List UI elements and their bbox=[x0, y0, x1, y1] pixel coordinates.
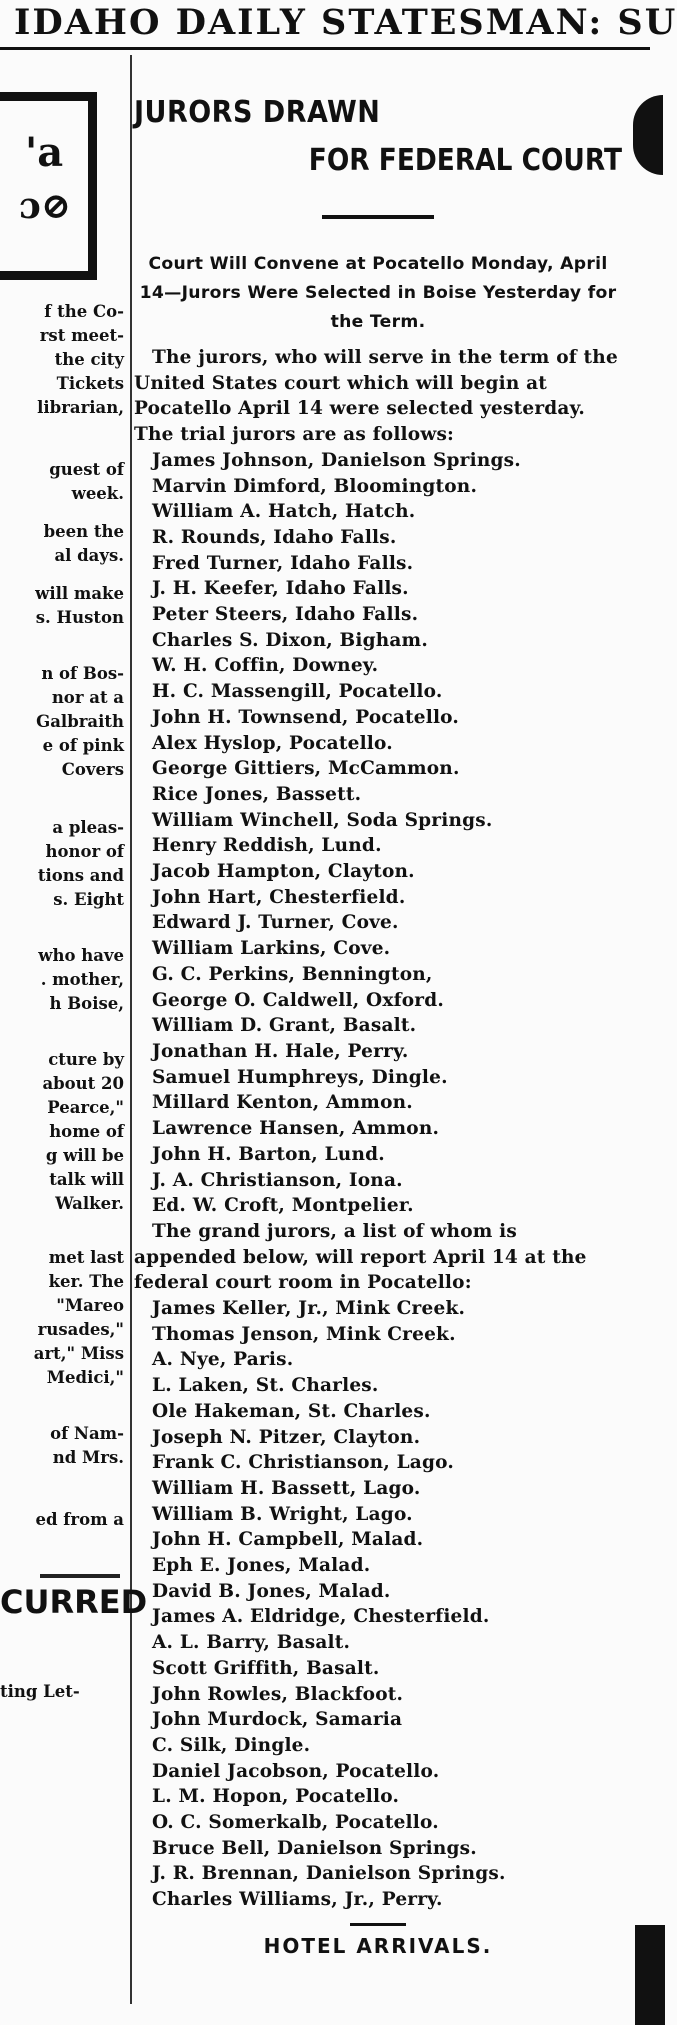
left-column-line: art," Miss bbox=[33, 1344, 124, 1363]
trial-juror-entry: Henry Reddish, Lund. bbox=[152, 835, 382, 857]
grand-juror-entry: A. L. Barry, Basalt. bbox=[152, 1632, 351, 1654]
ad-ornament: ɔ⊘ bbox=[19, 185, 72, 227]
left-column-line: rusades," bbox=[37, 1320, 124, 1339]
left-column-line: e of pink bbox=[42, 736, 124, 755]
grand-juror-entry: Ole Hakeman, St. Charles. bbox=[152, 1400, 431, 1422]
grand-juror-entry: John Rowles, Blackfoot. bbox=[152, 1683, 404, 1705]
trial-juror-entry: John H. Townsend, Pocatello. bbox=[152, 706, 460, 728]
left-column-line: talk will bbox=[49, 1170, 124, 1189]
left-column-line: librarian, bbox=[37, 398, 124, 417]
grand-juror-entry: Thomas Jenson, Mink Creek. bbox=[152, 1323, 456, 1345]
left-column-line: honor of bbox=[45, 842, 124, 861]
hotel-arrivals-heading: HOTEL ARRIVALS. bbox=[263, 1933, 493, 1958]
trial-juror-entry: William A. Hatch, Hatch. bbox=[152, 501, 416, 523]
grand-juror-entry: James Keller, Jr., Mink Creek. bbox=[152, 1298, 466, 1320]
left-column-line: a pleas- bbox=[52, 818, 124, 837]
intro-paragraph: The jurors, who will serve in the term of the United States court which will begin at Pocatello April 14 were selected yesterday. The trial jurors are as follows: bbox=[134, 347, 618, 446]
left-column-line: will make bbox=[35, 584, 124, 603]
trial-juror-entry: R. Rounds, Idaho Falls. bbox=[152, 526, 397, 548]
headline-line-2: FOR FEDERAL COURT bbox=[308, 143, 622, 178]
left-column-line: Galbraith bbox=[36, 712, 124, 731]
boxed-advertisement bbox=[0, 92, 97, 280]
grand-juror-entry: Joseph N. Pitzer, Clayton. bbox=[152, 1426, 421, 1448]
grand-juror-entry: J. R. Brennan, Danielson Springs. bbox=[152, 1863, 506, 1885]
left-column-line: h Boise, bbox=[49, 994, 124, 1013]
trial-juror-entry: William Larkins, Cove. bbox=[152, 938, 391, 960]
left-column-line: Walker. bbox=[55, 1194, 124, 1213]
article-deck: Court Will Convene at Pocatello Monday, April 14—Jurors Were Selected in Boise Yesterday for the Term. bbox=[139, 254, 617, 332]
trial-juror-entry: Jonathan H. Hale, Perry. bbox=[152, 1040, 409, 1062]
right-edge-fragment bbox=[625, 95, 650, 2004]
left-column-line: nor at a bbox=[51, 688, 124, 707]
grand-juror-entry: C. Silk, Dingle. bbox=[152, 1734, 311, 1756]
grand-juror-entry: Frank C. Christianson, Lago. bbox=[152, 1452, 454, 1474]
trial-juror-entry: George Gittiers, McCammon. bbox=[152, 758, 460, 780]
trial-juror-entry: William Winchell, Soda Springs. bbox=[152, 809, 493, 831]
grand-juror-entry: A. Nye, Paris. bbox=[152, 1349, 294, 1371]
column-divider bbox=[130, 55, 132, 2004]
left-column-line: who have bbox=[38, 946, 124, 965]
left-column-line: guest of bbox=[49, 460, 124, 479]
trial-juror-entry: Ed. W. Croft, Montpelier. bbox=[152, 1195, 414, 1217]
left-column-fragment bbox=[0, 300, 148, 2004]
left-column-line: week. bbox=[71, 484, 124, 503]
left-column-line: the city bbox=[54, 350, 124, 369]
trial-juror-entry: John Hart, Chesterfield. bbox=[152, 886, 406, 908]
left-column-line: been the bbox=[43, 522, 124, 541]
grand-jurors-list bbox=[134, 1296, 622, 1913]
left-column-line: al days. bbox=[54, 546, 124, 565]
trial-juror-entry: Peter Steers, Idaho Falls. bbox=[152, 604, 419, 626]
trial-juror-entry: J. H. Keefer, Idaho Falls. bbox=[152, 578, 409, 600]
trial-juror-entry: John H. Barton, Lund. bbox=[152, 1143, 385, 1165]
left-column-line: Pearce," bbox=[47, 1098, 124, 1117]
left-column-line: s. Huston bbox=[35, 608, 124, 627]
grand-juror-entry: Scott Griffith, Basalt. bbox=[152, 1657, 380, 1679]
trial-juror-entry: Samuel Humphreys, Dingle. bbox=[152, 1066, 448, 1088]
left-column-line: about 20 bbox=[42, 1074, 124, 1093]
left-column-line: s. Eight bbox=[53, 890, 124, 909]
grand-juror-entry: William B. Wright, Lago. bbox=[152, 1503, 413, 1525]
trial-juror-entry: Marvin Dimford, Bloomington. bbox=[152, 475, 478, 497]
trial-juror-entry: Lawrence Hansen, Ammon. bbox=[152, 1118, 440, 1140]
grand-juror-entry: L. Laken, St. Charles. bbox=[152, 1375, 379, 1397]
left-column-line: . mother, bbox=[40, 970, 124, 989]
grand-juror-entry: Bruce Bell, Danielson Springs. bbox=[152, 1837, 477, 1859]
left-column-line: Covers bbox=[61, 760, 124, 779]
trial-juror-entry: W. H. Coffin, Downey. bbox=[152, 655, 379, 677]
trial-juror-entry: Rice Jones, Bassett. bbox=[152, 783, 362, 805]
trial-juror-entry: H. C. Massengill, Pocatello. bbox=[152, 681, 443, 703]
left-column-line: "Mareo bbox=[56, 1296, 124, 1315]
grand-juror-entry: Charles Williams, Jr., Perry. bbox=[152, 1889, 443, 1911]
article bbox=[134, 95, 622, 2004]
article-body bbox=[134, 345, 622, 1913]
left-column-line: n of Bos- bbox=[41, 664, 124, 683]
left-column-line: nd Mrs. bbox=[52, 1448, 124, 1467]
grand-juror-entry: L. M. Hopon, Pocatello. bbox=[152, 1786, 400, 1808]
trial-jurors-list bbox=[134, 448, 622, 1219]
trial-juror-entry: William D. Grant, Basalt. bbox=[152, 1015, 417, 1037]
trial-juror-entry: G. C. Perkins, Bennington, bbox=[152, 963, 433, 985]
left-column-line: ker. The bbox=[48, 1272, 124, 1291]
trial-juror-entry: Alex Hyslop, Pocatello. bbox=[152, 732, 393, 754]
left-column-line: f the Co- bbox=[44, 302, 124, 321]
left-column-line: of Nam- bbox=[50, 1424, 124, 1443]
ink-blot bbox=[633, 95, 663, 175]
grand-juror-entry: O. C. Somerkalb, Pocatello. bbox=[152, 1812, 439, 1834]
masthead: IDAHO DAILY STATESMAN: SU bbox=[0, 0, 650, 50]
left-column-line: CURRED bbox=[0, 1583, 148, 1621]
left-column-rule bbox=[40, 1574, 120, 1578]
grand-juror-entry: James A. Eldridge, Chesterfield. bbox=[152, 1606, 490, 1628]
trial-juror-entry: Millard Kenton, Ammon. bbox=[152, 1092, 413, 1114]
headline-line-1: JURORS DRAWN bbox=[134, 95, 381, 130]
grand-juror-entry: William H. Bassett, Lago. bbox=[152, 1477, 421, 1499]
left-column-line: rst meet- bbox=[39, 326, 124, 345]
left-column-line: cture by bbox=[48, 1050, 124, 1069]
ink-blot bbox=[635, 1925, 665, 2025]
trial-juror-entry: Jacob Hampton, Clayton. bbox=[152, 861, 415, 883]
left-column-line: ting Let- bbox=[0, 1682, 80, 1701]
headline-rule bbox=[322, 215, 434, 219]
left-column-line: g will be bbox=[45, 1146, 124, 1165]
left-column-line: Tickets bbox=[56, 374, 124, 393]
left-column-line: met last bbox=[48, 1248, 124, 1267]
grand-juror-entry: John H. Campbell, Malad. bbox=[152, 1529, 424, 1551]
grand-juror-entry: David B. Jones, Malad. bbox=[152, 1580, 391, 1602]
ad-ornament: 'a bbox=[25, 129, 64, 176]
left-column-line: Medici," bbox=[46, 1368, 124, 1387]
grand-jury-paragraph: The grand jurors, a list of whom is appended below, will report April 14 at the federal court room in Pocatello: bbox=[134, 1220, 587, 1294]
trial-juror-entry: James Johnson, Danielson Springs. bbox=[152, 449, 521, 471]
left-column-line: home of bbox=[49, 1122, 124, 1141]
section-rule bbox=[350, 1923, 406, 1926]
trial-juror-entry: Fred Turner, Idaho Falls. bbox=[152, 552, 414, 574]
trial-juror-entry: Charles S. Dixon, Bigham. bbox=[152, 629, 428, 651]
left-column-line: tions and bbox=[37, 866, 124, 885]
grand-juror-entry: John Murdock, Samaria bbox=[152, 1709, 403, 1731]
grand-juror-entry: Daniel Jacobson, Pocatello. bbox=[152, 1760, 440, 1782]
grand-juror-entry: Eph E. Jones, Malad. bbox=[152, 1555, 371, 1577]
trial-juror-entry: J. A. Christianson, Iona. bbox=[152, 1169, 403, 1191]
trial-juror-entry: George O. Caldwell, Oxford. bbox=[152, 989, 444, 1011]
left-column-line: ed from a bbox=[35, 1510, 124, 1529]
trial-juror-entry: Edward J. Turner, Cove. bbox=[152, 912, 399, 934]
